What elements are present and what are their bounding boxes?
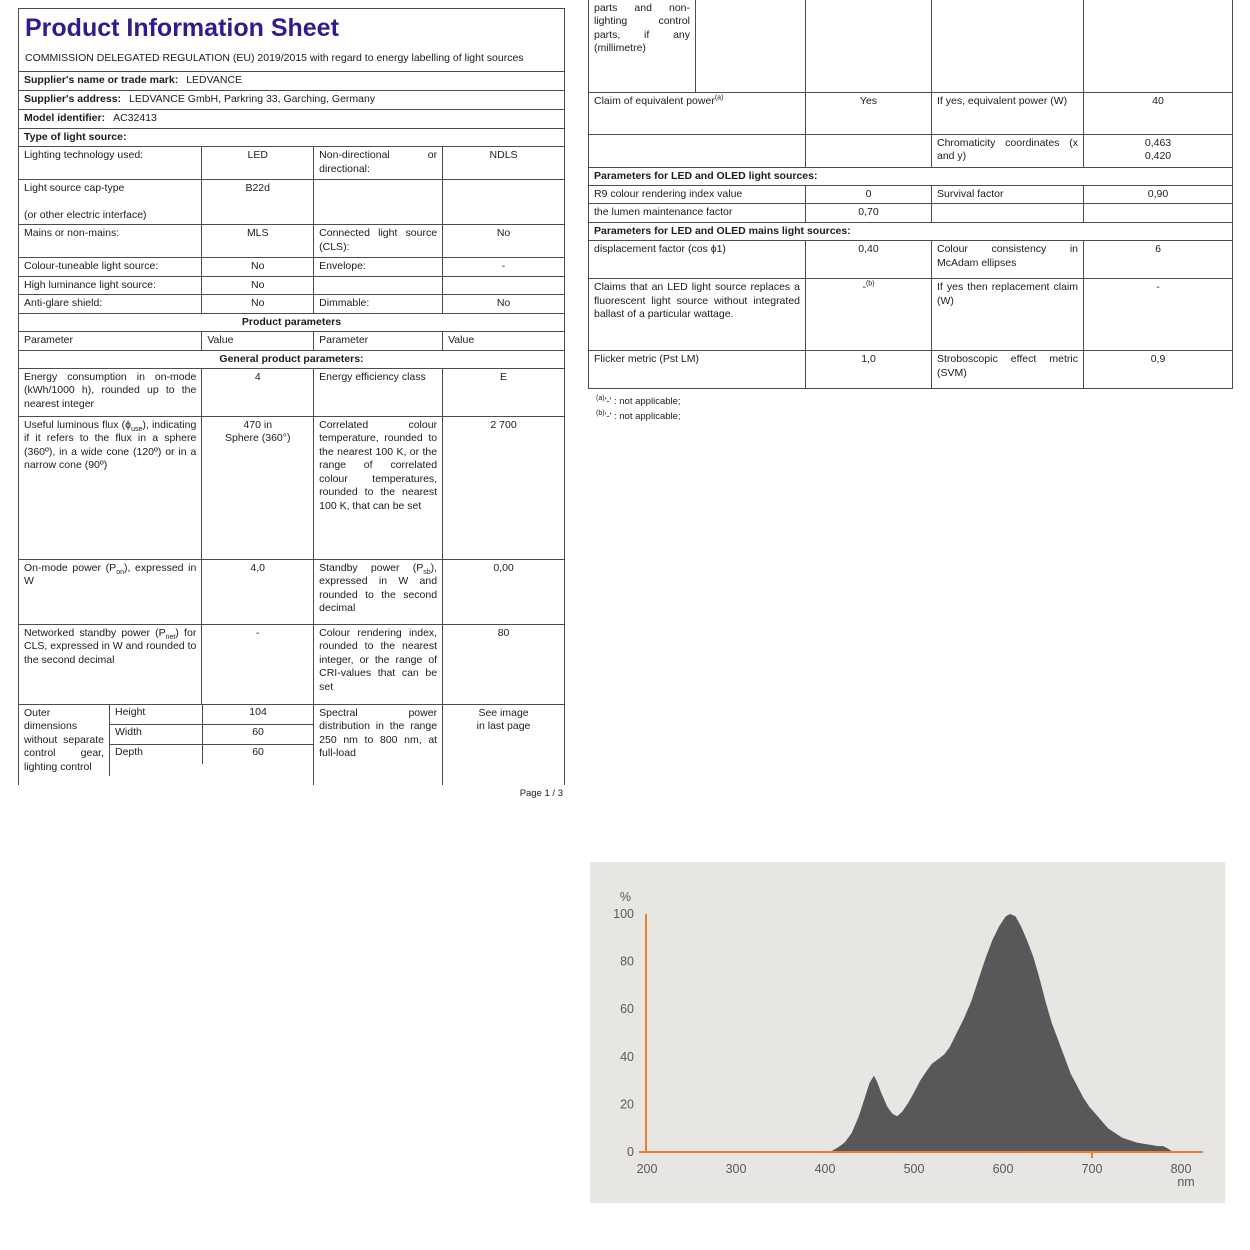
param-label bbox=[589, 134, 806, 167]
supplier-name-label: Supplier's name or trade mark: bbox=[24, 73, 179, 86]
param2-value: - bbox=[443, 258, 565, 276]
y-tick-label: 60 bbox=[620, 1002, 634, 1017]
dimension-value: 60 bbox=[202, 725, 313, 744]
param2-value: 40 bbox=[1084, 92, 1233, 134]
param2-value: No bbox=[443, 295, 565, 313]
x-tick-label: 200 bbox=[636, 1162, 658, 1176]
left-page-column bbox=[18, 8, 565, 799]
param2-value: E bbox=[443, 369, 565, 417]
dimension-name: Width bbox=[115, 726, 142, 739]
param-label: Light source cap-type (or other electric interface) bbox=[19, 180, 202, 225]
param-label: Colour-tuneable light source: bbox=[19, 258, 202, 276]
x-tick-label: 700 bbox=[1081, 1162, 1103, 1176]
footnote-a: $^{(a)}$'-' : not applicable; bbox=[596, 395, 681, 408]
product-parameters-header: Product parameters bbox=[19, 313, 565, 331]
section-header-row bbox=[19, 313, 565, 331]
param2-value: 80 bbox=[443, 625, 565, 705]
param2-label: Correlated colour temperature, rounded to the nearest 100 K, or the range of correlated colour temperatures, rounded to the nearest 100 K, that can be set bbox=[314, 417, 443, 560]
y-tick-label: 100 bbox=[613, 907, 634, 921]
section-header-row bbox=[19, 350, 565, 368]
led-oled-header: Parameters for LED and OLED light sources: bbox=[589, 167, 1233, 185]
param2-value: No bbox=[443, 225, 565, 258]
param-label: displacement factor (cos ϕ1) bbox=[589, 241, 806, 279]
table-row bbox=[19, 258, 565, 276]
param-label: the lumen maintenance factor bbox=[589, 204, 806, 222]
param-value: No bbox=[202, 295, 314, 313]
param-value: 1,0 bbox=[806, 351, 932, 389]
page-subtitle: COMMISSION DELEGATED REGULATION (EU) 2019/2015 with regard to energy labelling of light sources bbox=[25, 51, 524, 64]
param-value: 4,0 bbox=[202, 560, 314, 625]
table-row bbox=[589, 185, 1233, 203]
param2-value: NDLS bbox=[443, 147, 565, 180]
param-label: R9 colour rendering index value bbox=[589, 185, 806, 203]
param2-value bbox=[443, 276, 565, 294]
column-header: Value bbox=[202, 332, 314, 350]
table-row bbox=[19, 295, 565, 313]
dimension-row bbox=[110, 725, 313, 745]
param2-value: - bbox=[1084, 279, 1233, 351]
spectral-chart-svg bbox=[590, 862, 1225, 1203]
title-row bbox=[19, 9, 565, 72]
table-row bbox=[589, 241, 1233, 279]
x-tick-label: 800 bbox=[1170, 1162, 1192, 1176]
type-of-light-source-row bbox=[19, 128, 565, 146]
param-value: Yes bbox=[806, 92, 932, 134]
right-page-column bbox=[588, 0, 1232, 425]
param2-value: 0,9 bbox=[1084, 351, 1233, 389]
dimension-name: Depth bbox=[115, 746, 144, 759]
param2-label: Spectral power distribution in the range 250 nm to 800 nm, at full-load bbox=[314, 705, 443, 785]
param2-label bbox=[932, 204, 1084, 222]
footnotes bbox=[588, 394, 1232, 424]
x-tick-label: 600 bbox=[992, 1162, 1014, 1176]
param2-label bbox=[314, 180, 443, 225]
table-row bbox=[19, 560, 565, 625]
y-tick-label: 40 bbox=[620, 1049, 634, 1064]
y-tick-label: 80 bbox=[620, 954, 634, 969]
table-row bbox=[589, 204, 1233, 222]
table-row bbox=[589, 134, 1233, 167]
page-title: Product Information Sheet bbox=[25, 14, 339, 42]
param-label: Energy consumption in on-mode (kWh/1000 h), rounded up to the nearest integer bbox=[19, 369, 202, 417]
model-identifier-row bbox=[19, 109, 565, 128]
model-identifier-label: Model identifier: bbox=[24, 111, 106, 124]
product-info-table-left bbox=[18, 8, 565, 785]
param2-label: Stroboscopic effect metric (SVM) bbox=[932, 351, 1084, 389]
param-value: 0 bbox=[806, 185, 932, 203]
param-value: 4 bbox=[202, 369, 314, 417]
x-tick-label: 500 bbox=[903, 1162, 925, 1176]
continuation-label: parts and non-lighting control parts, if any (millimetre) bbox=[589, 0, 696, 92]
param-value: MLS bbox=[202, 225, 314, 258]
table-row bbox=[589, 92, 1233, 134]
param2-label: Chromaticity coordinates (x and y) bbox=[932, 134, 1084, 167]
param2-label: Envelope: bbox=[314, 258, 443, 276]
param2-label: Dimmable: bbox=[314, 295, 443, 313]
table-row bbox=[19, 369, 565, 417]
table-row bbox=[19, 276, 565, 294]
param-label: Anti-glare shield: bbox=[19, 295, 202, 313]
spectral-chart bbox=[590, 862, 1225, 1203]
y-axis-unit-label: % bbox=[619, 890, 631, 904]
x-axis-unit-label: nm bbox=[1177, 1175, 1195, 1189]
param-value: 470 in Sphere (360°) bbox=[202, 417, 314, 560]
param-label: Mains or non-mains: bbox=[19, 225, 202, 258]
param-value: 0,70 bbox=[806, 204, 932, 222]
table-row bbox=[19, 417, 565, 560]
param-label: On-mode power $(P_{on})$, expressed in W bbox=[19, 560, 202, 625]
supplier-address-row bbox=[19, 90, 565, 109]
param2-label: If yes, equivalent power (W) bbox=[932, 92, 1084, 134]
param-value: 0,40 bbox=[806, 241, 932, 279]
table-row bbox=[19, 180, 565, 225]
dimension-value: 60 bbox=[202, 745, 313, 764]
param2-value: See image in last page bbox=[443, 705, 565, 785]
param2-value: 0,463 0,420 bbox=[1084, 134, 1233, 167]
param-value bbox=[806, 134, 932, 167]
param-value: B22d bbox=[202, 180, 314, 225]
param2-value: 6 bbox=[1084, 241, 1233, 279]
param2-value: 0,00 bbox=[443, 560, 565, 625]
y-tick-label: 0 bbox=[627, 1145, 634, 1159]
param-value: No bbox=[202, 276, 314, 294]
param-value: LED bbox=[202, 147, 314, 180]
led-oled-mains-header: Parameters for LED and OLED mains light sources: bbox=[589, 222, 1233, 240]
section-header-row bbox=[589, 222, 1233, 240]
param2-label: Non-directional or directional: bbox=[314, 147, 443, 180]
table-row bbox=[19, 225, 565, 258]
dimension-value: 104 bbox=[202, 705, 313, 724]
param-label: High luminance light source: bbox=[19, 276, 202, 294]
outer-dimensions-subtable bbox=[19, 705, 313, 776]
param2-label: Energy efficiency class bbox=[314, 369, 443, 417]
supplier-address-label: Supplier's address: bbox=[24, 92, 122, 105]
supplier-name-row bbox=[19, 71, 565, 90]
spectral-curve bbox=[647, 914, 1174, 1152]
param2-label: Standby power $(P_{sb})$, expressed in W and rounded to the second decimal bbox=[314, 560, 443, 625]
outer-dimensions-label: Outer dimensions without separate control gear, lighting control bbox=[19, 705, 110, 776]
model-identifier-value: AC32413 bbox=[113, 111, 157, 124]
param2-label bbox=[314, 276, 443, 294]
dimension-row bbox=[110, 745, 313, 764]
param-label: Flicker metric (Pst LM) bbox=[589, 351, 806, 389]
continuation-row bbox=[589, 0, 1233, 92]
supplier-name-value: LEDVANCE bbox=[186, 73, 243, 86]
footnote-b: $^{(b)}$'-' : not applicable; bbox=[596, 410, 681, 423]
product-info-table-right bbox=[588, 0, 1233, 389]
y-tick-label: 20 bbox=[620, 1097, 634, 1112]
param-value: -$^{(b)}$ bbox=[806, 279, 932, 351]
dimension-name: Height bbox=[115, 706, 146, 719]
x-tick-label: 400 bbox=[814, 1162, 836, 1176]
param2-label: Colour rendering index, rounded to the nearest integer, or the range of CRI-values that can be set bbox=[314, 625, 443, 705]
param2-label: Survival factor bbox=[932, 185, 1084, 203]
page-number: Page 1 / 3 bbox=[519, 787, 563, 799]
param-label: Claims that an LED light source replaces a fluorescent light source without integrated ballast of a particular wattage. bbox=[589, 279, 806, 351]
table-row bbox=[19, 625, 565, 705]
supplier-address-value: LEDVANCE GmbH, Parkring 33, Garching, Germany bbox=[129, 92, 376, 105]
general-parameters-header: General product parameters: bbox=[19, 350, 565, 368]
dimension-row bbox=[110, 705, 313, 725]
param2-value: 0,90 bbox=[1084, 185, 1233, 203]
param2-value bbox=[443, 180, 565, 225]
param-label: Networked standby power $(P_{net})$ for CLS, expressed in W and rounded to the second decimal bbox=[19, 625, 202, 705]
section-header-row bbox=[589, 167, 1233, 185]
param2-label: If yes then replacement claim (W) bbox=[932, 279, 1084, 351]
param-label: Claim of equivalent power$^{(a)}$ bbox=[589, 92, 806, 134]
column-header: Parameter bbox=[314, 332, 443, 350]
param-value: - bbox=[202, 625, 314, 705]
table-row bbox=[589, 351, 1233, 389]
param-value: No bbox=[202, 258, 314, 276]
param2-value: 2 700 bbox=[443, 417, 565, 560]
column-header-row bbox=[19, 332, 565, 350]
param-label: Lighting technology used: bbox=[19, 147, 202, 180]
column-header: Value bbox=[443, 332, 565, 350]
param2-label: Colour consistency in McAdam ellipses bbox=[932, 241, 1084, 279]
type-of-light-source-label: Type of light source: bbox=[19, 128, 565, 146]
param2-value bbox=[1084, 204, 1233, 222]
table-row bbox=[19, 147, 565, 180]
param2-label: Connected light source (CLS): bbox=[314, 225, 443, 258]
x-tick-label: 300 bbox=[725, 1162, 747, 1176]
outer-dimensions-row bbox=[19, 705, 565, 785]
column-header: Parameter bbox=[19, 332, 202, 350]
table-row bbox=[589, 279, 1233, 351]
param-label: Useful luminous flux $(\phi_{use})$, indicating if it refers to the flux in a sphere (360º), in a wide cone (120º) or in a narrow cone (90º) bbox=[19, 417, 202, 560]
